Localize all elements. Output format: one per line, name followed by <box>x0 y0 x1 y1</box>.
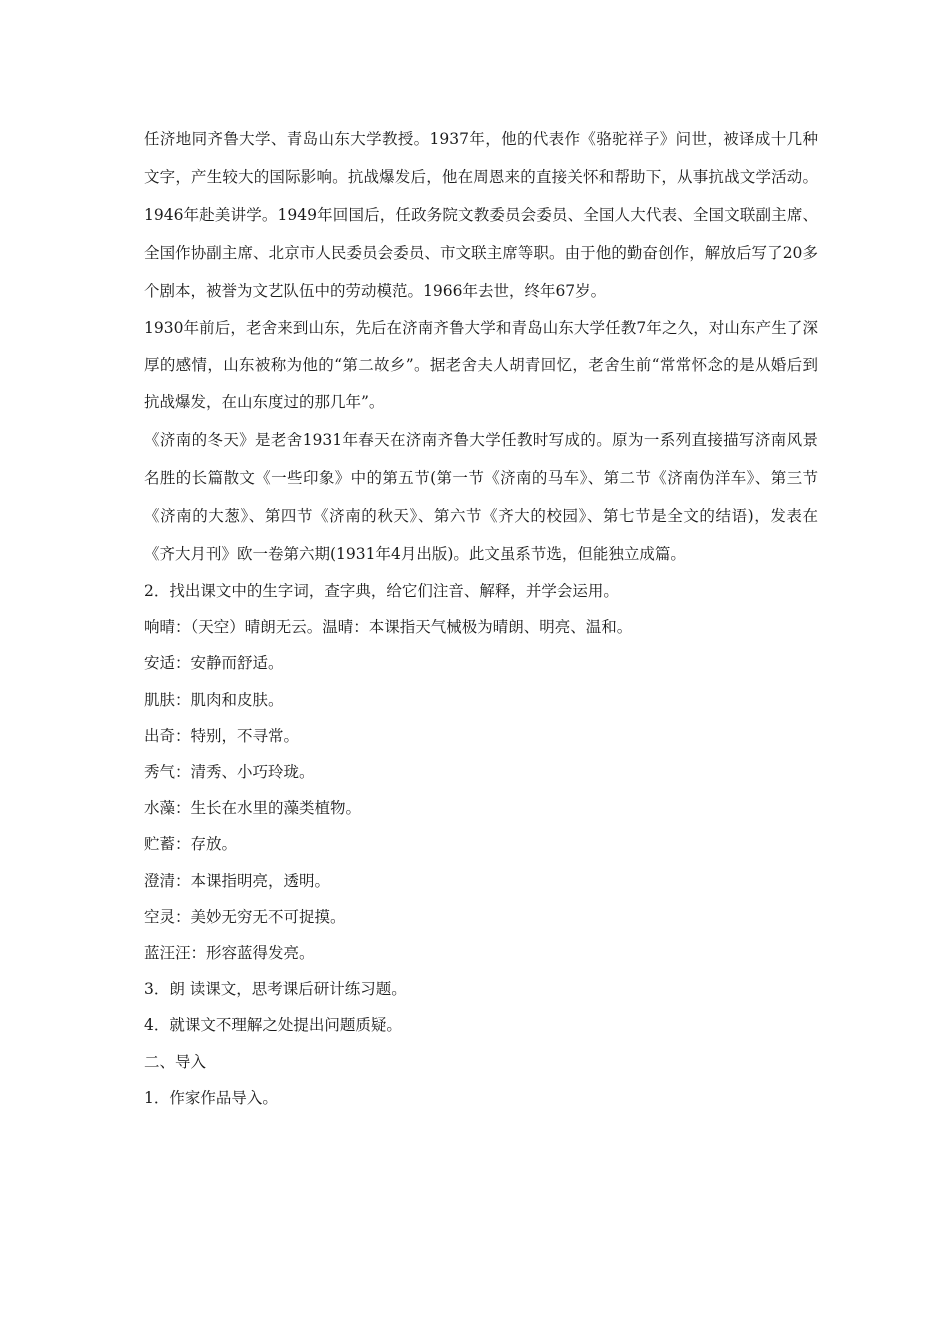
section-heading-intro: 二、导入 <box>144 1052 207 1071</box>
task-reading: 3．朗 读课文，思考课后研计练习题。 <box>144 980 407 999</box>
vocab-item: 蓝汪汪：形容蓝得发亮。 <box>144 944 315 963</box>
document-page <box>144 120 818 1116</box>
intro-item: 1．作家作品导入。 <box>144 1088 278 1107</box>
vocab-item: 空灵：美妙无穷无不可捉摸。 <box>144 907 346 926</box>
task-vocabulary: 2．找出课文中的生字词，查字典，给它们注音、解释，并学会运用。 <box>144 582 619 600</box>
paragraph-shandong: 1930年前后，老舍来到山东，先后在济南齐鲁大学和青岛山东大学任教7年之久，对山东产生了深厚的感情，山东被称为他的“第二故乡”。据老舍夫人胡青回忆，老舍生前“常常怀念的是从婚后到抗战爆发，在山东度过的那几年”。 <box>144 319 818 411</box>
vocab-item: 贮蓄：存放。 <box>144 835 238 854</box>
task-questions: 4．就课文不理解之处提出问题质疑。 <box>144 1016 402 1035</box>
vocab-item: 水藻：生长在水里的藻类植物。 <box>144 799 362 818</box>
paragraph-jinan-winter: 《济南的冬天》是老舍1931年春天在济南齐鲁大学任教时写成的。原为一系列直接描写济南风景名胜的长篇散文《一些印象》中的第五节(第一节《济南的马车》、第二节《济南伪洋车》、第三节《济南的大葱》、第四节《济南的秋天》、第六节《齐大的校园》、第七节是全文的结语)，发表在《齐大月刊》欧一卷第六期(1931年4月出版)。此文虽系节选，但能独立成篇。 <box>144 431 818 563</box>
paragraph-biography: 任济地同齐鲁大学、青岛山东大学教授。1937年，他的代表作《骆驼祥子》问世，被译成十几种文字，产生较大的国际影响。抗战爆发后，他在周恩来的直接关怀和帮助下，从事抗战文学活动。1946年赴美讲学。1949年回国后，任政务院文教委员会委员、全国人大代表、全国文联副主席、全国作协副主席、北京市人民委员会委员、市文联主席等职。由于他的勤奋创作，解放后写了20多个剧本，被誉为文艺队伍中的劳动模范。1966年去世，终年67岁。 <box>144 130 818 300</box>
vocab-item: 安适：安静而舒适。 <box>144 654 284 673</box>
vocab-item: 出奇：特别，不寻常。 <box>144 726 300 745</box>
vocab-item: 肌肤：肌肉和皮肤。 <box>144 690 284 709</box>
vocab-item: 响晴：（天空）晴朗无云。温晴：本课指天气械极为晴朗、明亮、温和。 <box>144 618 633 637</box>
vocab-item: 澄清：本课指明亮，透明。 <box>144 871 331 890</box>
vocab-item: 秀气：清秀、小巧玲珑。 <box>144 763 315 782</box>
